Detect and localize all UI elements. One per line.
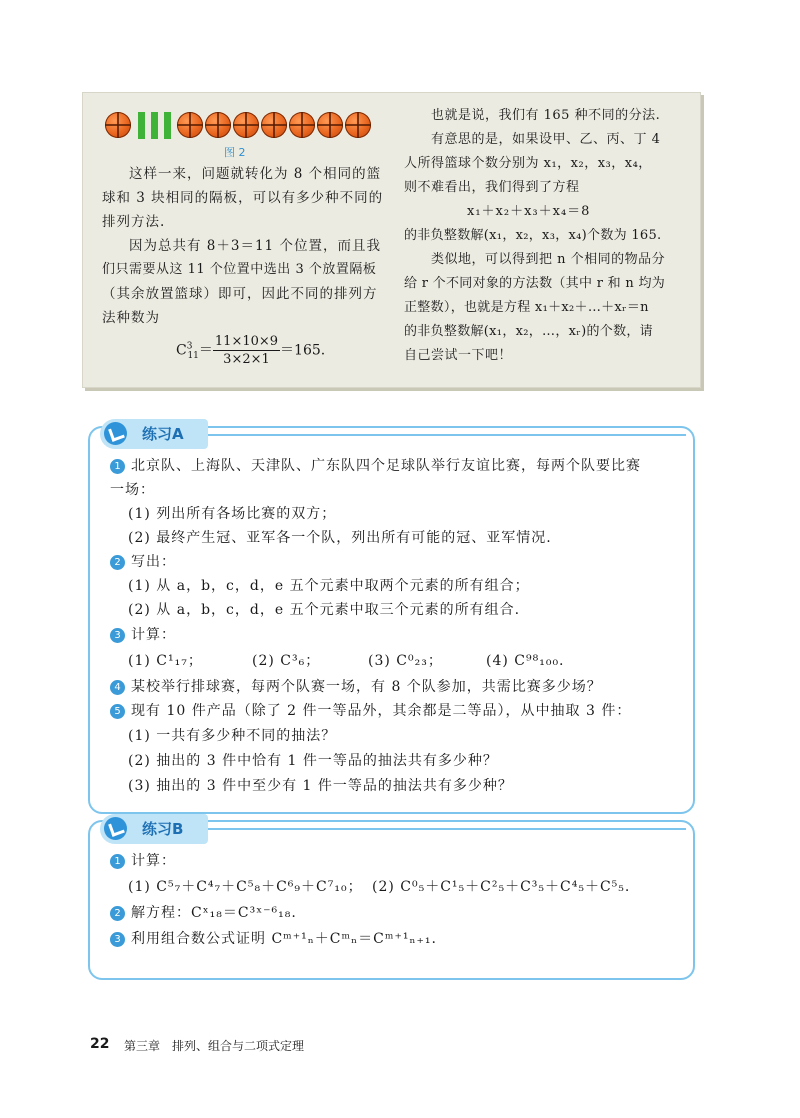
right-para-line: 人所得篮球个数分别为 x₁，x₂，x₃，x₄， <box>404 156 652 171</box>
basketball-icon <box>317 112 343 138</box>
right-para-line: 类似地，可以得到把 n 个相同的物品分 <box>431 252 666 267</box>
combination-formula: $C^3_{11}=$ $\frac{11\times 10\times 9}{3\times 2\times 1}$ ＝165. <box>176 334 326 367</box>
left-para-line: 们只需要从这 11 个位置中选出 3 个放置隔板 <box>102 262 377 277</box>
exercise-a-title: 练习A <box>142 425 184 443</box>
figure-caption: 图 2 <box>224 146 246 159</box>
right-para-line: 正整数），也就是方程 x₁＋x₂＋…＋xᵣ＝n <box>404 300 649 315</box>
formula-denominator: 3×2×1 <box>223 352 270 367</box>
left-para-line: （其余放置篮球）即可，因此不同的排列方 <box>102 286 378 302</box>
question-number-badge: 2 <box>110 906 125 921</box>
left-para-line: 因为总共有 8＋3＝11 个位置，而且我 <box>129 238 381 254</box>
question-number-badge: 3 <box>110 932 125 947</box>
formula-numerator: 11×10×9 <box>214 334 279 349</box>
exercise-a-question-2: 2 写出： <box>110 552 176 572</box>
formula-fraction <box>213 333 280 368</box>
calc-item: (2) C⁰₅＋C¹₅＋C²₅＋C³₅＋C⁴₅＋C⁵₅. <box>372 879 631 895</box>
exercise-a-question-1: 1 北京队、上海队、天津队、广东队四个足球队举行友谊比赛，每两个队要比赛 <box>110 456 641 476</box>
sub-question: (3) 抽出的 3 件中至少有 1 件一等品的抽法共有多少种？ <box>128 778 513 794</box>
right-para-line: x₁＋x₂＋x₃＋x₄＝8 <box>467 204 591 219</box>
exercise-a-divider <box>208 434 686 436</box>
exercise-a-header <box>100 419 208 449</box>
partition-bar <box>138 112 145 139</box>
exercise-b-question-3: 3 利用组合数公式证明 Cᵐ⁺¹ₙ＋Cᵐₙ＝Cᵐ⁺¹ₙ₊₁. <box>110 929 437 949</box>
page-number: 22 <box>90 1036 110 1052</box>
sub-question: (2) 抽出的 3 件中恰有 1 件一等品的抽法共有多少种？ <box>128 753 498 769</box>
basketball-icon <box>289 112 315 138</box>
left-para-line: 球和 3 块相同的隔板，可以有多少种不同的 <box>102 190 384 206</box>
exercise-b-title: 练习B <box>142 820 184 838</box>
calc-item: (3) C⁰₂₃； <box>368 653 443 669</box>
basketball-icon <box>105 112 131 138</box>
exercise-b-panel <box>88 820 695 980</box>
exercise-b-header <box>100 814 208 844</box>
right-para-line: 自己尝试一下吧！ <box>404 348 513 363</box>
left-para-line: 法种数为 <box>102 310 160 326</box>
basketball-icon <box>205 112 231 138</box>
calc-item: (2) C³₆； <box>252 653 321 669</box>
pencil-check-icon <box>104 422 127 445</box>
sub-question: (1) 从 a，b，c，d，e 五个元素中取两个元素的所有组合； <box>128 578 530 594</box>
formula-rhs: ＝165. <box>280 342 326 359</box>
basketball-icon <box>345 112 371 138</box>
right-para-line: 也就是说，我们有 165 种不同的分法. <box>431 108 661 123</box>
basketball-icon <box>261 112 287 138</box>
exercise-a-question-3: 3 计算： <box>110 625 176 645</box>
right-para-line: 则不难看出，我们得到了方程 <box>404 180 580 195</box>
calc-item: (1) C⁵₇＋C⁴₇＋C⁵₈＋C⁶₉＋C⁷₁₀； <box>128 879 363 895</box>
sub-question: (1) 一共有多少种不同的抽法？ <box>128 728 337 744</box>
sub-question: (1) 列出所有各场比赛的双方； <box>128 506 337 522</box>
calc-item: (1) C¹₁₇； <box>128 653 203 669</box>
basketball-icon <box>233 112 259 138</box>
exercise-a-question-5: 5 现有 10 件产品（除了 2 件一等品外，其余都是二等品），从中抽取 3 件： <box>110 701 631 721</box>
partition-bar <box>151 112 158 139</box>
right-para-line: 的非负整数解(x₁，x₂，…，xᵣ)的个数，请 <box>404 324 653 339</box>
sub-question: (2) 最终产生冠、亚军各一个队，列出所有可能的冠、亚军情况. <box>128 530 552 546</box>
basketball-icon <box>177 112 203 138</box>
question-number-badge: 3 <box>110 628 125 643</box>
question-number-badge: 2 <box>110 555 125 570</box>
question-number-badge: 4 <box>110 680 125 695</box>
partition-bar <box>164 112 171 139</box>
exercise-b-divider <box>208 828 686 830</box>
sub-question: (2) 从 a，b，c，d，e 五个元素中取三个元素的所有组合. <box>128 602 521 618</box>
pencil-check-icon <box>104 817 127 840</box>
question-number-badge: 5 <box>110 704 125 719</box>
question-number-badge: 1 <box>110 854 125 869</box>
exercise-a-question-4: 4 某校举行排球赛，每两个队赛一场，有 8 个队参加，共需比赛多少场？ <box>110 677 602 697</box>
question-number-badge: 1 <box>110 459 125 474</box>
right-para-line: 有意思的是，如果设甲、乙、丙、丁 4 <box>431 132 661 147</box>
calc-item: (4) C⁹⁸₁₀₀. <box>486 653 565 669</box>
right-para-line: 的非负整数解(x₁，x₂，x₃，x₄)个数为 165. <box>404 228 662 243</box>
left-para-line: 这样一来，问题就转化为 8 个相同的篮 <box>129 166 382 182</box>
question-text-continued: 一场： <box>110 482 155 498</box>
chapter-title: 第三章 排列、组合与二项式定理 <box>124 1039 305 1053</box>
exercise-b-question-1: 1 计算： <box>110 851 176 871</box>
formula-lhs: C <box>176 342 187 359</box>
right-para-line: 给 r 个不同对象的方法数（其中 r 和 n 均为 <box>404 276 666 291</box>
exercise-b-question-2: 2 解方程：Cˣ₁₈＝C³ˣ⁻⁶₁₈. <box>110 903 297 923</box>
left-para-line: 排列方法. <box>102 214 166 230</box>
